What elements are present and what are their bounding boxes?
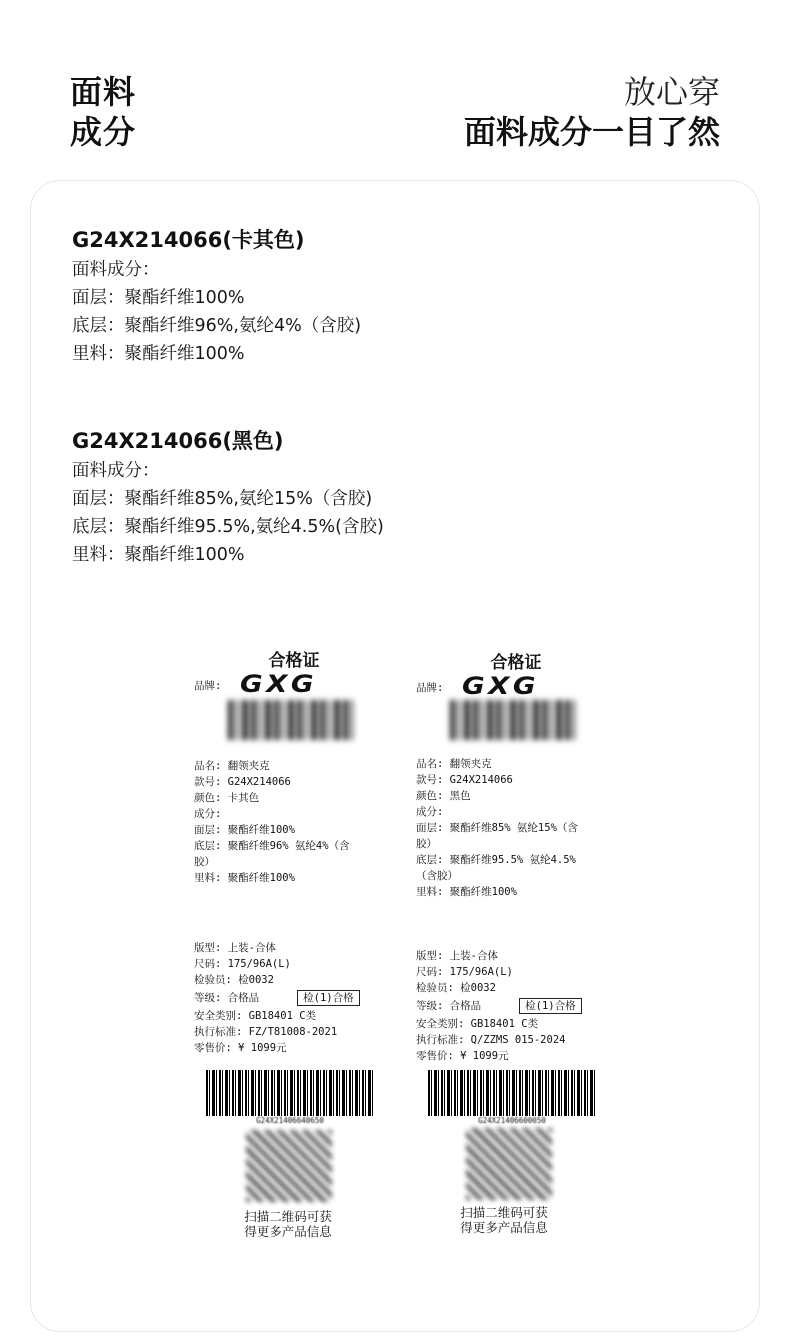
info-line: 款号: G24X214066 xyxy=(194,776,291,788)
spec-line: 安全类别: GB18401 C类 xyxy=(416,1018,539,1030)
product-title: G24X214066(黑色) xyxy=(72,429,284,453)
scan-text-line2: 得更多产品信息 xyxy=(244,1224,332,1239)
header-right-title xyxy=(464,72,720,152)
product-block-khaki xyxy=(72,226,361,368)
info-line: 成分: xyxy=(194,808,222,820)
grade-row xyxy=(194,988,394,1008)
composition-heading: 面料成分： xyxy=(72,260,160,280)
spec-line: 尺码: 175/96A(L) xyxy=(416,966,513,978)
scan-instruction xyxy=(404,1205,604,1235)
qr-code-icon xyxy=(246,1130,332,1202)
brand-logo: GXG xyxy=(240,670,317,698)
spec-line: 版型: 上装-合体 xyxy=(194,942,276,954)
scan-text-line1: 扫描二维码可获 xyxy=(460,1205,548,1220)
info-line: 胶） xyxy=(194,856,215,868)
composition-line: 里料：聚酯纤维100% xyxy=(72,545,245,565)
certificate-tag-khaki xyxy=(194,650,394,1250)
info-line: 颜色: 黑色 xyxy=(416,790,471,802)
info-line: 款号: G24X214066 xyxy=(416,774,513,786)
spec-line: 尺码: 175/96A(L) xyxy=(194,958,291,970)
product-info xyxy=(416,756,616,900)
product-title: G24X214066(卡其色) xyxy=(72,228,305,252)
certificate-title: 合格证 xyxy=(490,653,542,673)
composition-line: 底层：聚酯纤维95.5%,氨纶4.5%(含胶) xyxy=(72,517,384,537)
info-line: 里料: 聚酯纤维100% xyxy=(416,886,517,898)
product-info xyxy=(194,758,394,886)
spec-line: 零售价: ¥ 1099元 xyxy=(416,1050,509,1062)
header-left-title xyxy=(70,72,136,152)
certificate-title: 合格证 xyxy=(268,651,320,671)
info-line: （含胶） xyxy=(416,870,458,882)
composition-heading: 面料成分： xyxy=(72,461,160,481)
composition-line: 面层：聚酯纤维100% xyxy=(72,288,245,308)
brand-row xyxy=(194,672,394,696)
spec-info xyxy=(416,948,616,1064)
info-line: 成分: xyxy=(416,806,444,818)
certificate-tag-black xyxy=(416,652,616,1252)
spec-line: 执行标准: Q/ZZMS 015-2024 xyxy=(416,1034,566,1046)
header-left-line1: 面料 xyxy=(70,73,137,111)
info-line: 面层: 聚酯纤维85% 氨纶15%（含 xyxy=(416,822,578,834)
grade-text: 等级: 合格品 xyxy=(194,992,260,1004)
spec-line: 执行标准: FZ/T81008-2021 xyxy=(194,1026,338,1038)
inspection-stamp: 检(1)合格 xyxy=(519,998,581,1014)
info-line: 颜色: 卡其色 xyxy=(194,792,260,804)
brand-label: 品牌: xyxy=(416,682,444,694)
spec-line: 零售价: ¥ 1099元 xyxy=(194,1042,287,1054)
info-line: 胶） xyxy=(416,838,437,850)
info-line: 里料: 聚酯纤维100% xyxy=(194,872,295,884)
header-main-title: 面料成分一目了然 xyxy=(463,113,720,151)
brand-label: 品牌: xyxy=(194,680,222,692)
composition-line: 底层：聚酯纤维96%,氨纶4%（含胶) xyxy=(72,316,362,336)
barcode-icon xyxy=(428,1070,596,1116)
info-line: 面层: 聚酯纤维100% xyxy=(194,824,295,836)
spec-line: 检验员: 检0032 xyxy=(416,982,496,994)
scan-instruction xyxy=(188,1209,388,1239)
header-left-line2: 成分 xyxy=(70,113,137,151)
composition-line: 面层：聚酯纤维85%,氨纶15%（含胶) xyxy=(72,489,373,509)
spec-line: 版型: 上装-合体 xyxy=(416,950,498,962)
info-line: 底层: 聚酯纤维96% 氨纶4%（含 xyxy=(194,840,350,852)
scan-text-line1: 扫描二维码可获 xyxy=(244,1209,332,1224)
product-block-black xyxy=(72,427,384,569)
spec-info xyxy=(194,940,394,1056)
brand-row xyxy=(416,674,616,698)
qr-code-icon xyxy=(466,1128,552,1200)
blurred-barcode-icon xyxy=(228,700,356,740)
inspection-stamp: 检(1)合格 xyxy=(297,990,359,1006)
blurred-barcode-icon xyxy=(450,700,578,740)
info-line: 品名: 翻领夹克 xyxy=(194,760,270,772)
spec-line: 检验员: 检0032 xyxy=(194,974,274,986)
composition-line: 里料：聚酯纤维100% xyxy=(72,344,245,364)
grade-row xyxy=(416,996,616,1016)
header-subtitle: 放心穿 xyxy=(623,73,720,111)
grade-text: 等级: 合格品 xyxy=(416,1000,482,1012)
barcode-number: G24X21406640650 xyxy=(256,1116,324,1125)
brand-logo: GXG xyxy=(462,672,539,700)
spec-line: 安全类别: GB18401 C类 xyxy=(194,1010,317,1022)
info-line: 品名: 翻领夹克 xyxy=(416,758,492,770)
scan-text-line2: 得更多产品信息 xyxy=(460,1220,548,1235)
info-line: 底层: 聚酯纤维95.5% 氨纶4.5% xyxy=(416,854,576,866)
barcode-icon xyxy=(206,1070,374,1116)
barcode-number: G24X21406600050 xyxy=(478,1116,546,1125)
